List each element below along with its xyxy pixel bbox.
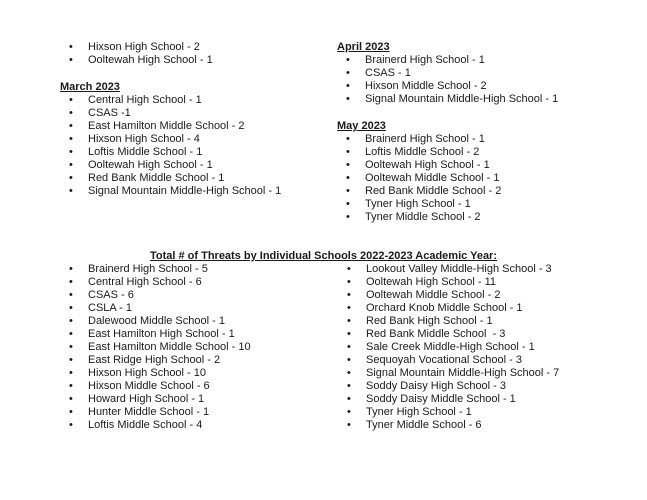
- list-item: [338, 419, 559, 432]
- list-item: [60, 276, 251, 289]
- list-item: [338, 341, 559, 354]
- bullet-icon: •: [347, 341, 351, 353]
- bullet-icon: •: [69, 406, 73, 418]
- bullet-icon: •: [69, 263, 73, 275]
- list-item-text: Ooltewah High School - 1: [365, 159, 490, 171]
- list-item-text: Orchard Knob Middle School - 1: [366, 302, 523, 314]
- bullet-icon: •: [347, 289, 351, 301]
- bullet-icon: •: [69, 302, 73, 314]
- bullet-icon: •: [347, 276, 351, 288]
- bullet-icon: •: [347, 302, 351, 314]
- bullet-icon: •: [69, 120, 73, 132]
- list-item-text: Dalewood Middle School - 1: [88, 315, 225, 327]
- list-item-text: CSAS - 6: [88, 289, 134, 301]
- list-item: [337, 198, 558, 211]
- list-item-text: Red Bank Middle School - 2: [365, 185, 502, 197]
- list-item-text: Ooltewah High School - 11: [366, 276, 497, 288]
- list-item-text: East Ridge High School - 2: [88, 354, 221, 366]
- list-item: [60, 406, 251, 419]
- list-item: [337, 146, 558, 159]
- bullet-icon: •: [346, 54, 350, 66]
- list-item: [338, 367, 559, 380]
- bullet-icon: •: [346, 198, 350, 210]
- list-item-text: Hixson High School - 10: [88, 367, 207, 379]
- list-item-text: Central High School - 1: [88, 94, 202, 106]
- bullet-icon: •: [69, 54, 73, 66]
- list-item: [338, 276, 559, 289]
- bullet-icon: •: [346, 133, 350, 145]
- bullet-icon: •: [346, 159, 350, 171]
- bullet-icon: •: [69, 367, 73, 379]
- bullet-icon: •: [69, 94, 73, 106]
- march-heading: March 2023: [60, 81, 120, 93]
- april-heading: April 2023: [337, 41, 390, 53]
- list-item: [338, 263, 559, 276]
- list-item-text: Signal Mountain Middle-High School - 7: [366, 367, 560, 379]
- bullet-icon: •: [69, 276, 73, 288]
- list-item: [60, 146, 281, 159]
- list-item: [337, 93, 558, 106]
- list-item: [337, 133, 558, 146]
- list-item-text: East Hamilton High School - 1: [88, 328, 235, 340]
- bullet-icon: •: [69, 380, 73, 392]
- bullet-icon: •: [346, 146, 350, 158]
- list-item-text: East Hamilton Middle School - 2: [88, 120, 245, 132]
- list-item: [337, 159, 558, 172]
- february-continued-list: [60, 41, 281, 67]
- bullet-icon: •: [69, 289, 73, 301]
- list-item-text: Hixson Middle School - 6: [88, 380, 210, 392]
- list-item: [60, 41, 281, 54]
- list-item-text: Loftis Middle School - 2: [365, 146, 480, 158]
- may-heading: May 2023: [337, 120, 386, 132]
- bullet-icon: •: [346, 67, 350, 79]
- totals-right-column: [338, 263, 559, 432]
- march-list: [60, 94, 281, 198]
- bullet-icon: •: [347, 315, 351, 327]
- bullet-icon: •: [346, 93, 350, 105]
- list-item: [60, 133, 281, 146]
- bullet-icon: •: [69, 172, 73, 184]
- list-item: [60, 289, 251, 302]
- list-item: [60, 302, 251, 315]
- list-item: [60, 263, 251, 276]
- april-list: [337, 54, 558, 106]
- bullet-icon: •: [347, 367, 351, 379]
- bullet-icon: •: [69, 159, 73, 171]
- list-item-text: CSLA - 1: [88, 302, 133, 314]
- list-item: [338, 289, 559, 302]
- bullet-icon: •: [346, 211, 350, 223]
- list-item-text: Signal Mountain Middle-High School - 1: [88, 185, 282, 197]
- list-item-text: Red Bank Middle School - 3: [366, 328, 506, 340]
- list-item-text: Ooltewah High School - 1: [88, 54, 213, 66]
- list-item-text: Red Bank High School - 1: [366, 315, 493, 327]
- list-item-text: Brainerd High School - 1: [365, 133, 485, 145]
- list-item-text: Sale Creek Middle-High School - 1: [366, 341, 535, 353]
- list-item-text: Howard High School - 1: [88, 393, 205, 405]
- bullet-icon: •: [69, 133, 73, 145]
- bullet-icon: •: [347, 393, 351, 405]
- list-item: [60, 159, 281, 172]
- list-item: [60, 419, 251, 432]
- totals-right-list: [338, 263, 559, 432]
- list-item: [337, 185, 558, 198]
- list-item: [60, 380, 251, 393]
- bullet-icon: •: [347, 263, 351, 275]
- bullet-icon: •: [69, 354, 73, 366]
- list-item: [338, 302, 559, 315]
- bullet-icon: •: [347, 354, 351, 366]
- bullet-icon: •: [347, 328, 351, 340]
- list-item-text: CSAS - 1: [365, 67, 411, 79]
- list-item-text: Soddy Daisy High School - 3: [366, 380, 507, 392]
- bullet-icon: •: [346, 185, 350, 197]
- list-item-text: East Hamilton Middle School - 10: [88, 341, 251, 353]
- list-item: [60, 94, 281, 107]
- list-item-text: Hixson Middle School - 2: [365, 80, 487, 92]
- list-item: [60, 393, 251, 406]
- list-item-text: Signal Mountain Middle-High School - 1: [365, 93, 559, 105]
- list-item-text: Tyner High School - 1: [365, 198, 471, 210]
- list-item-text: Tyner High School - 1: [366, 406, 472, 418]
- list-item: [338, 406, 559, 419]
- list-item: [60, 185, 281, 198]
- bullet-icon: •: [347, 380, 351, 392]
- totals-left-list: [60, 263, 251, 432]
- list-item-text: Tyner Middle School - 2: [365, 211, 481, 223]
- list-item-text: Red Bank Middle School - 1: [88, 172, 225, 184]
- list-item-text: Hixson High School - 4: [88, 133, 200, 145]
- list-item: [337, 80, 558, 93]
- list-item-text: Ooltewah Middle School - 1: [365, 172, 500, 184]
- list-item: [60, 367, 251, 380]
- bullet-icon: •: [347, 419, 351, 431]
- may-list: [337, 133, 558, 224]
- bullet-icon: •: [69, 419, 73, 431]
- list-item-text: Soddy Daisy Middle School - 1: [366, 393, 516, 405]
- bullet-icon: •: [347, 406, 351, 418]
- bullet-icon: •: [69, 185, 73, 197]
- bullet-icon: •: [69, 315, 73, 327]
- list-item-text: Brainerd High School - 1: [365, 54, 485, 66]
- bullet-icon: •: [69, 41, 73, 53]
- list-item-text: Ooltewah Middle School - 2: [366, 289, 501, 301]
- list-item-text: Ooltewah High School - 1: [88, 159, 213, 171]
- list-item-text: Sequoyah Vocational School - 3: [366, 354, 522, 366]
- list-item: [337, 211, 558, 224]
- bullet-icon: •: [346, 80, 350, 92]
- list-item-text: Hixson High School - 2: [88, 41, 200, 53]
- bullet-icon: •: [346, 172, 350, 184]
- list-item-text: Lookout Valley Middle-High School - 3: [366, 263, 552, 275]
- list-item-text: Central High School - 6: [88, 276, 202, 288]
- list-item: [337, 54, 558, 67]
- list-item-text: Brainerd High School - 5: [88, 263, 208, 275]
- list-item-text: Loftis Middle School - 1: [88, 146, 203, 158]
- list-item: [337, 67, 558, 80]
- list-item: [60, 328, 251, 341]
- list-item: [338, 328, 559, 341]
- list-item: [60, 315, 251, 328]
- left-column-top: [60, 41, 281, 198]
- bullet-icon: •: [69, 107, 73, 119]
- list-item: [60, 120, 281, 133]
- list-item: [338, 354, 559, 367]
- list-item: [60, 54, 281, 67]
- list-item: [60, 107, 281, 120]
- list-item: [338, 380, 559, 393]
- list-item: [337, 172, 558, 185]
- totals-left-column: [60, 263, 251, 432]
- right-column-top: [337, 41, 558, 224]
- list-item: [60, 341, 251, 354]
- list-item-text: Hunter Middle School - 1: [88, 406, 210, 418]
- totals-heading: Total # of Threats by Individual Schools 2022-2023 Academic Year:: [149, 250, 498, 262]
- bullet-icon: •: [69, 393, 73, 405]
- bullet-icon: •: [69, 146, 73, 158]
- bullet-icon: •: [69, 328, 73, 340]
- list-item: [60, 172, 281, 185]
- list-item: [60, 354, 251, 367]
- list-item: [338, 315, 559, 328]
- list-item-text: Tyner Middle School - 6: [366, 419, 482, 431]
- list-item-text: CSAS -1: [88, 107, 131, 119]
- list-item: [338, 393, 559, 406]
- list-item-text: Loftis Middle School - 4: [88, 419, 203, 431]
- bullet-icon: •: [69, 341, 73, 353]
